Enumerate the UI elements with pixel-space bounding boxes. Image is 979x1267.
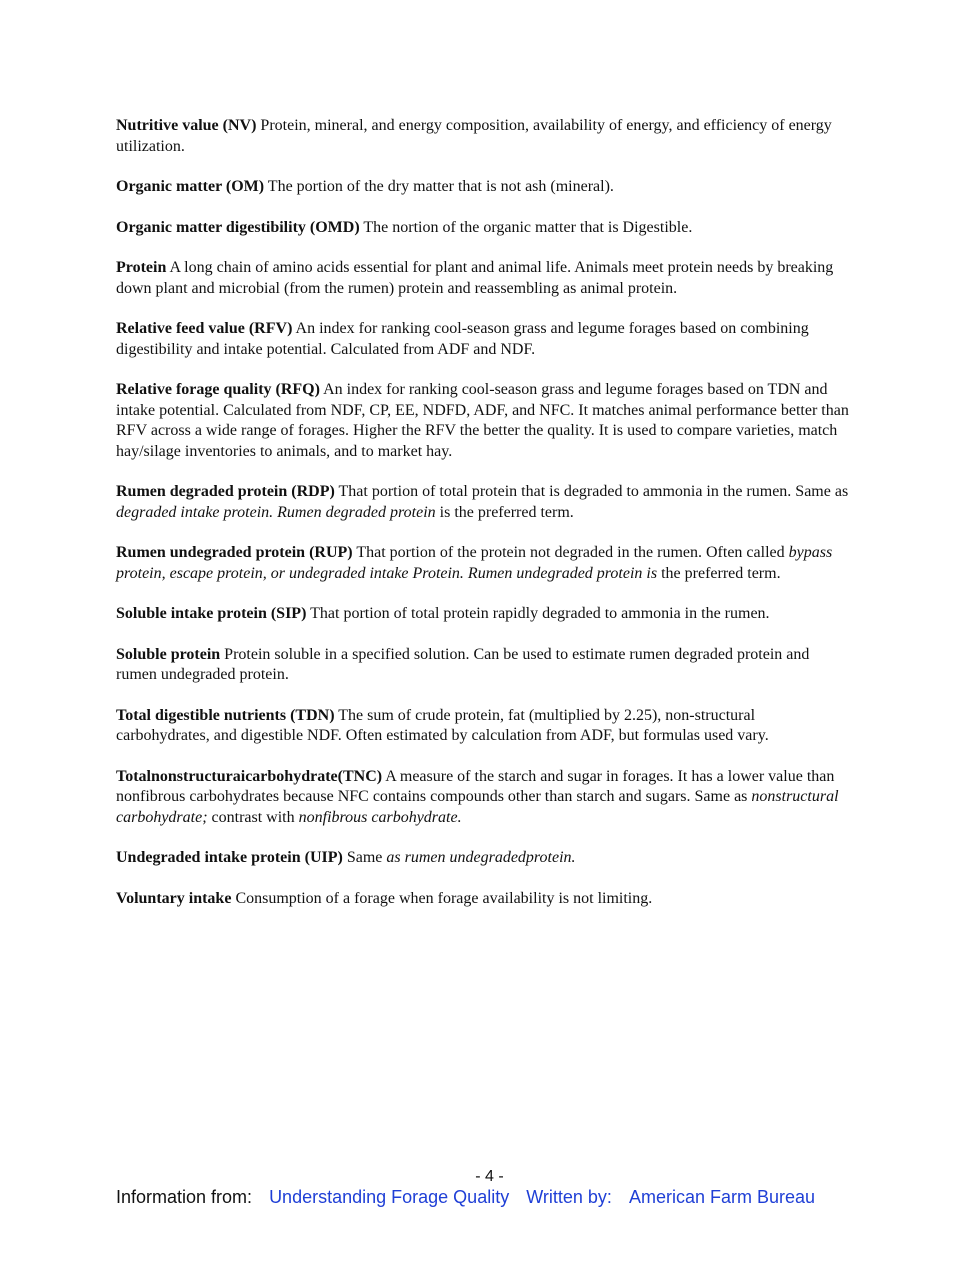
glossary-definition: Protein, mineral, and energy composition, availability of energy, and efficiency of energy utilization.	[116, 117, 832, 155]
glossary-entry	[116, 218, 851, 239]
glossary-entry	[116, 543, 851, 584]
source-title-link[interactable]: Understanding Forage Quality	[269, 1187, 510, 1207]
glossary-definition-italic: bypass protein, escape protein, or undegraded intake Protein. Rumen undegraded protein is	[116, 544, 833, 582]
glossary-term: Relative feed value (RFV)	[116, 320, 293, 337]
author-link[interactable]: American Farm Bureau	[628, 1187, 816, 1207]
glossary-definition: That portion of total protein that is degraded to ammonia in the rumen. Same as	[334, 483, 849, 500]
glossary-entry	[116, 848, 851, 869]
glossary-entry	[116, 604, 851, 625]
source-attribution	[116, 1187, 876, 1208]
glossary-entry	[116, 258, 851, 299]
glossary-definition: A measure of the starch and sugar in forages. It has a lower value than nonfibrous carbohydrates because NFC contains compounds other than starch and sugars. Same as	[116, 767, 835, 805]
glossary-term: Voluntary intake	[116, 889, 232, 907]
glossary-entry	[116, 482, 851, 523]
glossary-entry	[116, 645, 851, 686]
glossary-definition: Consumption of a forage when forage availability is not limiting.	[231, 889, 653, 907]
glossary-term: Rumen degraded protein (RDP)	[116, 483, 335, 500]
glossary-term: Undegraded intake protein (UIP)	[116, 849, 343, 866]
glossary-definition-italic: as rumen undegradedprotein.	[386, 849, 576, 866]
glossary-term: Totalnonstructuraicarbohydrate(TNC)	[116, 767, 383, 785]
glossary-definition: An index for ranking cool-season grass and legume forages based on combining digestibility and intake potential. Calculated from ADF and NDF.	[116, 320, 809, 358]
glossary-definition: contrast with	[207, 808, 299, 826]
glossary-term: Nutritive value (NV)	[116, 117, 257, 134]
glossary-definition: The nortion of the organic matter that is Digestible.	[359, 218, 693, 236]
glossary-term: Soluble protein	[116, 645, 221, 663]
glossary-term: Organic matter digestibility (OMD)	[116, 218, 360, 236]
glossary-term: Soluble intake protein (SIP)	[116, 605, 307, 622]
glossary-entry	[116, 177, 851, 198]
glossary-definition: Same	[342, 849, 387, 866]
glossary-entry	[116, 319, 851, 360]
glossary-definition: the preferred term.	[657, 564, 781, 582]
glossary-entry	[116, 706, 851, 747]
glossary-definition: That portion of total protein rapidly degraded to ammonia in the rumen.	[306, 605, 770, 622]
glossary-definition: That portion of the protein not degraded in the rumen. Often called	[352, 544, 789, 561]
glossary-definition-italic: nonfibrous carbohydrate.	[298, 808, 462, 826]
source-prefix: Information from:	[116, 1187, 253, 1207]
written-by-label: Written by:	[526, 1187, 612, 1207]
glossary-definition-italic: degraded intake protein. Rumen degraded protein	[116, 503, 436, 521]
glossary-definition: The sum of crude protein, fat (multiplied by 2.25), non-structural carbohydrates, and digestible NDF. Often estimated by calculation from ADF, but formulas used vary.	[116, 706, 769, 744]
glossary-term: Total digestible nutrients (TDN)	[116, 706, 335, 724]
glossary-definition-italic: nonstructural carbohydrate;	[116, 788, 839, 826]
glossary-entry	[116, 116, 851, 157]
glossary-term: Protein	[116, 259, 167, 276]
glossary-definition: Protein soluble in a specified solution. Can be used to estimate rumen degraded protein and rumen undegraded protein.	[116, 645, 810, 683]
glossary-term: Relative forage quality (RFQ)	[116, 381, 320, 398]
glossary-entry	[116, 380, 851, 462]
glossary-list	[116, 116, 851, 929]
glossary-definition: An index for ranking cool-season grass and legume forages based on TDN and intake potential. Calculated from NDF, CP, EE, NDFD, ADF, and NFC. It matches animal performance better than RFV across a wide range of forages. Higher the RFV the better the quality. It is used to compare varieties, match hay/silage inventories to animals, and to market hay.	[116, 381, 849, 460]
glossary-entry	[116, 889, 851, 910]
glossary-term: Rumen undegraded protein (RUP)	[116, 544, 353, 561]
page-number: - 4 -	[475, 1168, 504, 1185]
glossary-definition: The portion of the dry matter that is not ash (mineral).	[264, 178, 614, 195]
glossary-definition: is the preferred term.	[435, 503, 574, 521]
glossary-definition: A long chain of amino acids essential for plant and animal life. Animals meet protein needs by breaking down plant and microbial (from the rumen) protein and reassembling as animal protein.	[116, 259, 834, 297]
glossary-entry	[116, 767, 851, 829]
glossary-term: Organic matter (OM)	[116, 178, 265, 195]
